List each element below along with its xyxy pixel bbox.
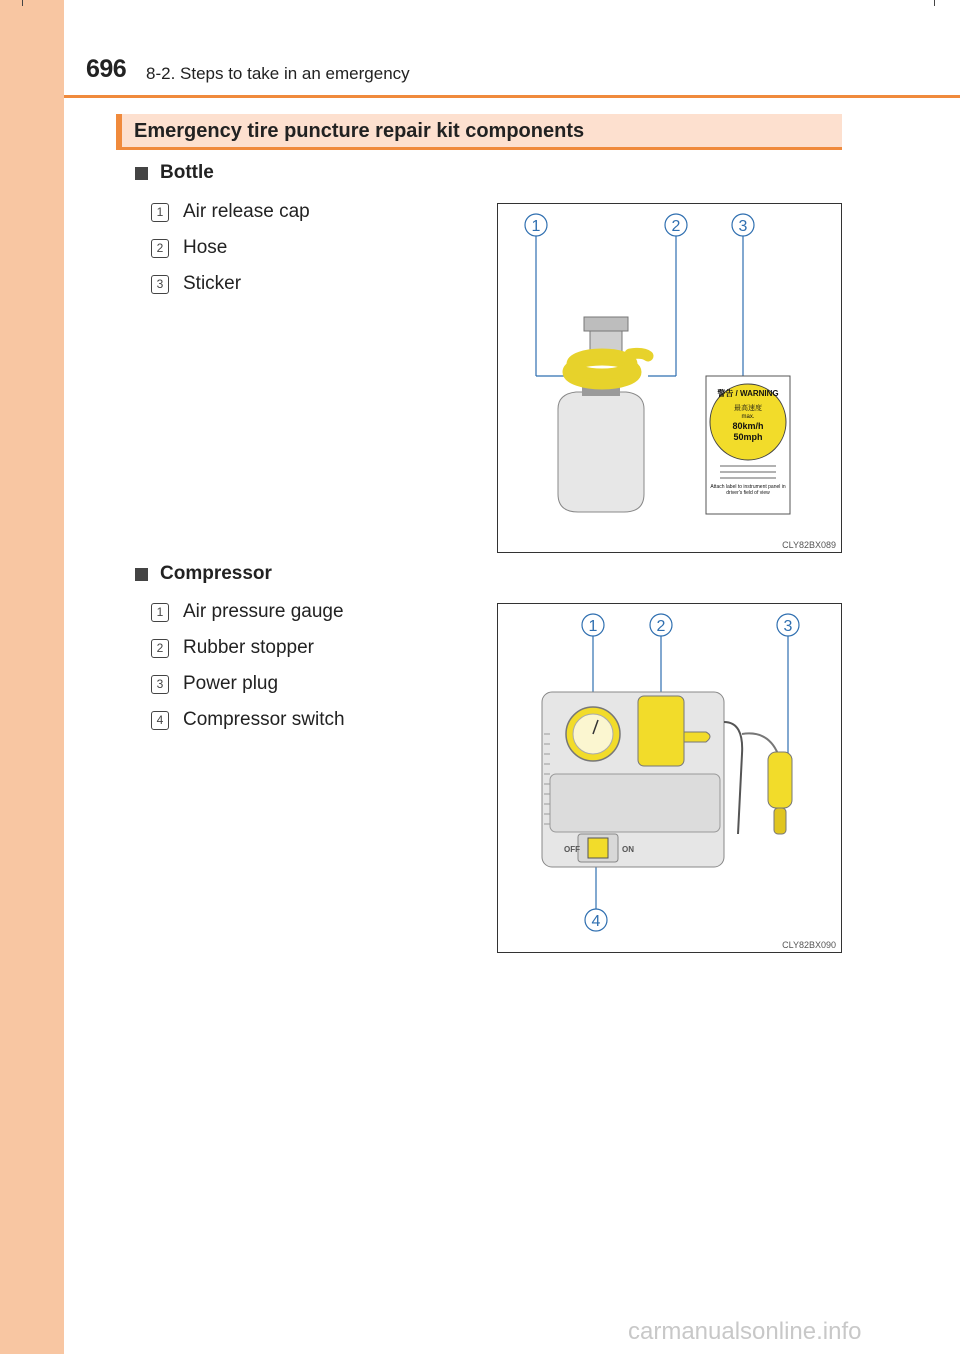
item-number-badge: 2	[151, 239, 169, 258]
compressor-item-label: Air pressure gauge	[183, 601, 344, 622]
bottle-illustration	[498, 204, 841, 552]
page-sidebar-tab	[0, 0, 64, 1354]
bottle-body	[558, 392, 644, 512]
bottle-item	[151, 237, 227, 259]
rubber-stopper	[638, 696, 684, 766]
item-number-badge: 1	[151, 603, 169, 622]
callout-label-1: 1	[531, 218, 541, 235]
item-number-badge: 3	[151, 675, 169, 694]
section-accent	[116, 114, 122, 147]
compressor-item	[151, 637, 314, 659]
compressor-item-label: Power plug	[183, 673, 279, 694]
compressor-switch	[588, 838, 608, 858]
sticker-max: max.	[741, 414, 755, 420]
square-bullet-icon	[135, 568, 148, 581]
callout-label-2: 2	[671, 218, 681, 235]
callout-label-4: 4	[591, 913, 601, 930]
bottle-figure	[497, 203, 842, 553]
chapter-title: 8-2. Steps to take in an emergency	[146, 64, 410, 83]
section-title: Emergency tire puncture repair kit components	[134, 120, 585, 142]
compressor-item-label: Compressor switch	[183, 709, 345, 730]
item-number-badge: 3	[151, 275, 169, 294]
cap-top	[584, 317, 628, 331]
sticker-attach-wrap	[710, 484, 786, 510]
item-number-badge: 4	[151, 711, 169, 730]
figure-code: CLY82BX089	[782, 540, 836, 550]
compressor-heading	[135, 563, 272, 585]
callout-label-3: 3	[738, 218, 748, 235]
callout-label-2: 2	[656, 618, 666, 635]
cable-lead	[742, 733, 778, 754]
square-bullet-icon	[135, 167, 148, 180]
sticker-warning: 警告 / WARNING	[717, 389, 779, 398]
sticker-kmh: 80km/h	[732, 421, 764, 431]
power-plug	[768, 752, 792, 808]
compressor-item-label: Rubber stopper	[183, 637, 314, 658]
bottle-item-label: Sticker	[183, 273, 242, 294]
watermark: carmanualsonline.info	[628, 1318, 862, 1345]
bottle-item	[151, 201, 310, 223]
page-number: 696	[86, 55, 127, 83]
callout-label-1: 1	[588, 618, 598, 635]
item-number-badge: 2	[151, 639, 169, 658]
bottle-item	[151, 273, 241, 295]
callout-label-3: 3	[783, 618, 793, 635]
bottle-heading	[135, 162, 214, 184]
stopper-nozzle	[684, 732, 710, 742]
crop-mark-left	[22, 0, 23, 6]
compressor-item	[151, 709, 345, 731]
power-cable	[724, 722, 742, 834]
switch-on-label: ON	[622, 845, 634, 854]
section-heading-bar	[116, 114, 842, 150]
figure-code: CLY82BX090	[782, 940, 836, 950]
sticker-speed-jp: 最高速度	[734, 404, 762, 412]
compressor-illustration	[498, 604, 841, 952]
sticker-attach-text: Attach label to instrument panel in driver's field of view	[710, 484, 786, 496]
plug-tip	[774, 808, 786, 834]
bottle-item-label: Air release cap	[183, 201, 310, 222]
bottle-item-label: Hose	[183, 237, 228, 258]
compressor-item	[151, 601, 344, 623]
coiled-hose	[568, 353, 648, 384]
sticker-mph: 50mph	[733, 432, 763, 442]
bottle-heading-text: Bottle	[160, 162, 214, 183]
switch-off-label: OFF	[564, 845, 580, 854]
compressor-figure	[497, 603, 842, 953]
crop-mark-right	[934, 0, 935, 6]
header-rule	[64, 95, 960, 98]
compressor-item	[151, 673, 278, 695]
item-number-badge: 1	[151, 203, 169, 222]
compressor-heading-text: Compressor	[160, 563, 272, 584]
compressor-panel	[550, 774, 720, 832]
